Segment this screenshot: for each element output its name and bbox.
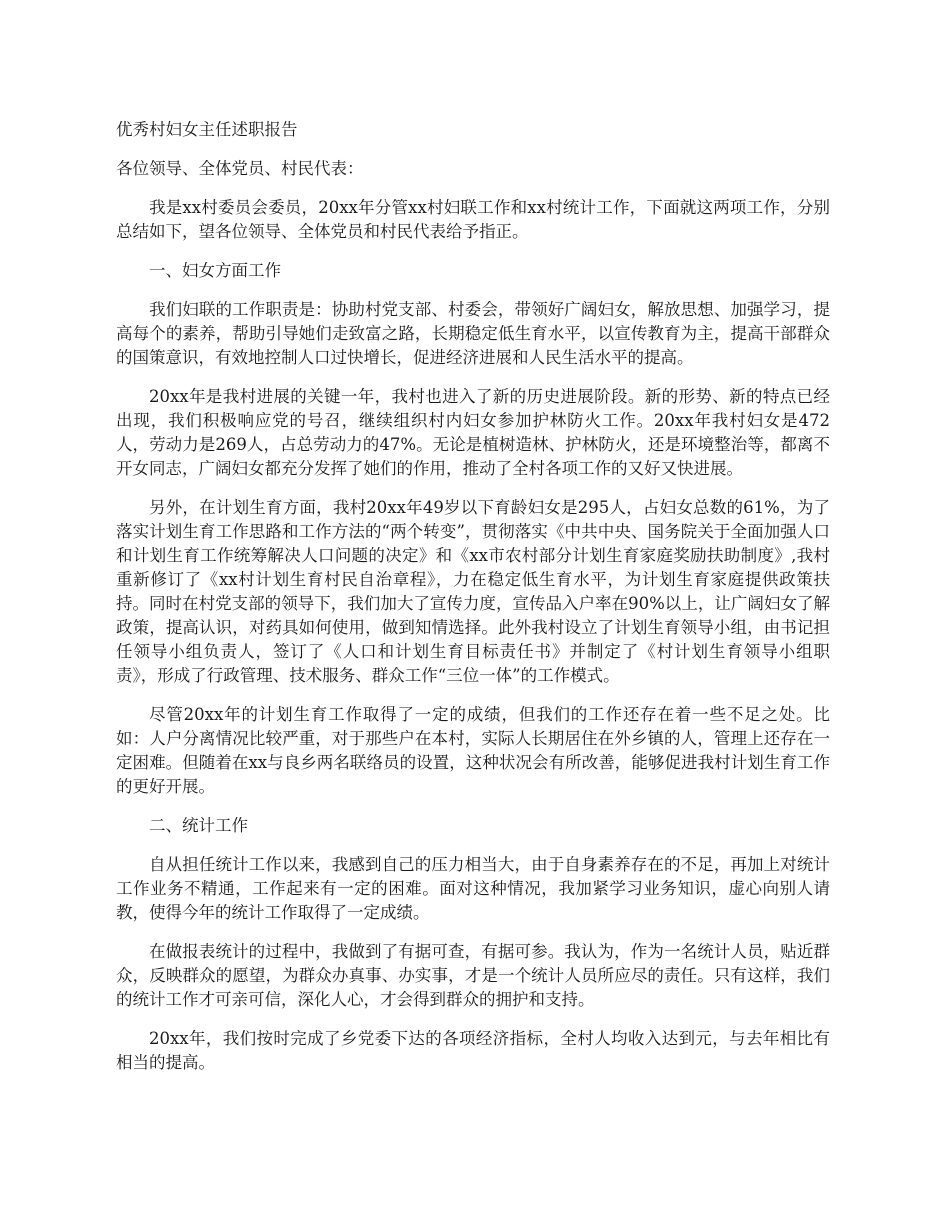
section-heading-women: 一、妇女方面工作	[149, 261, 281, 280]
section-heading-statistics: 二、统计工作	[149, 816, 248, 835]
document-body	[116, 118, 830, 1090]
paragraph: 我们妇联的工作职责是：协助村党支部、村委会，带领好广阔妇女，解放思想、加强学习，提高每个的素养，帮助引导她们走致富之路，长期稳定低生育水平，以宣传教育为主，提高干部群众的国策意识，有效地控制人口过快增长，促进经济进展和人民生活水平的提高。	[116, 300, 830, 367]
greeting-line: 各位领导、全体党员、村民代表：	[116, 159, 364, 178]
paragraph: 另外，在计划生育方面，我村20xx年49岁以下育龄妇女是295人，占妇女总数的61%，为了落实计划生育工作思路和工作方法的“两个转变”，贯彻落实《中共中央、国务院关于全面加强人口和计划生育工作统筹解决人口问题的决定》和《xx市农村部分计划生育家庭奖励扶助制度》,我村重新修订了《xx村计划生育村民自治章程》，力在稳定低生育水平，为计划生育家庭提供政策扶持。同时在村党支部的领导下，我们加大了宣传力度，宣传品入户率在90%以上，让广阔妇女了解政策，提高认识，对药具如何使用，做到知情选择。此外我村设立了计划生育领导小组，由书记担任领导小组负责人，签订了《人口和计划生育目标责任书》并制定了《村计划生育领导小组职责》，形成了行政管理、技术服务、群众工作“三位一体”的工作模式。	[116, 498, 830, 685]
paragraph: 20xx年是我村进展的关键一年，我村也进入了新的历史进展阶段。新的形势、新的特点已经出现，我们积极响应党的号召，继续组织村内妇女参加护林防火工作。20xx年我村妇女是472人，劳动力是269人，占总劳动力的47%。无论是植树造林、护林防火，还是环境整治等，都离不开女同志，广阔妇女都充分发挥了她们的作用，推动了全村各项工作的又好又快进展。	[116, 387, 830, 478]
intro-paragraph: 我是xx村委员会委员，20xx年分管xx村妇联工作和xx村统计工作，下面就这两项工作，分别总结如下，望各位领导、全体党员和村民代表给予指正。	[116, 198, 830, 241]
paragraph: 在做报表统计的过程中，我做到了有据可查，有据可参。我认为，作为一名统计人员，贴近群众，反映群众的愿望，为群众办真事、办实事，才是一个统计人员所应尽的责任。只有这样，我们的统计工作才可亲可信，深化人心，才会得到群众的拥护和支持。	[116, 942, 830, 1009]
paragraph: 尽管20xx年的计划生育工作取得了一定的成绩，但我们的工作还存在着一些不足之处。比如：人户分离情况比较严重，对于那些户在本村，实际人长期居住在外乡镇的人，管理上还存在一定困难。但随着在xx与良乡两名联络员的设置，这种状况会有所改善，能够促进我村计划生育工作的更好开展。	[116, 705, 830, 796]
document-title: 优秀村妇女主任述职报告	[116, 120, 298, 139]
paragraph: 自从担任统计工作以来，我感到自己的压力相当大，由于自身素养存在的不足，再加上对统计工作业务不精通，工作起来有一定的困难。面对这种情况，我加紧学习业务知识，虚心向别人请教，使得今年的统计工作取得了一定成绩。	[116, 855, 830, 922]
paragraph: 20xx年，我们按时完成了乡党委下达的各项经济指标，全村人均收入达到元，与去年相比有相当的提高。	[116, 1029, 830, 1072]
